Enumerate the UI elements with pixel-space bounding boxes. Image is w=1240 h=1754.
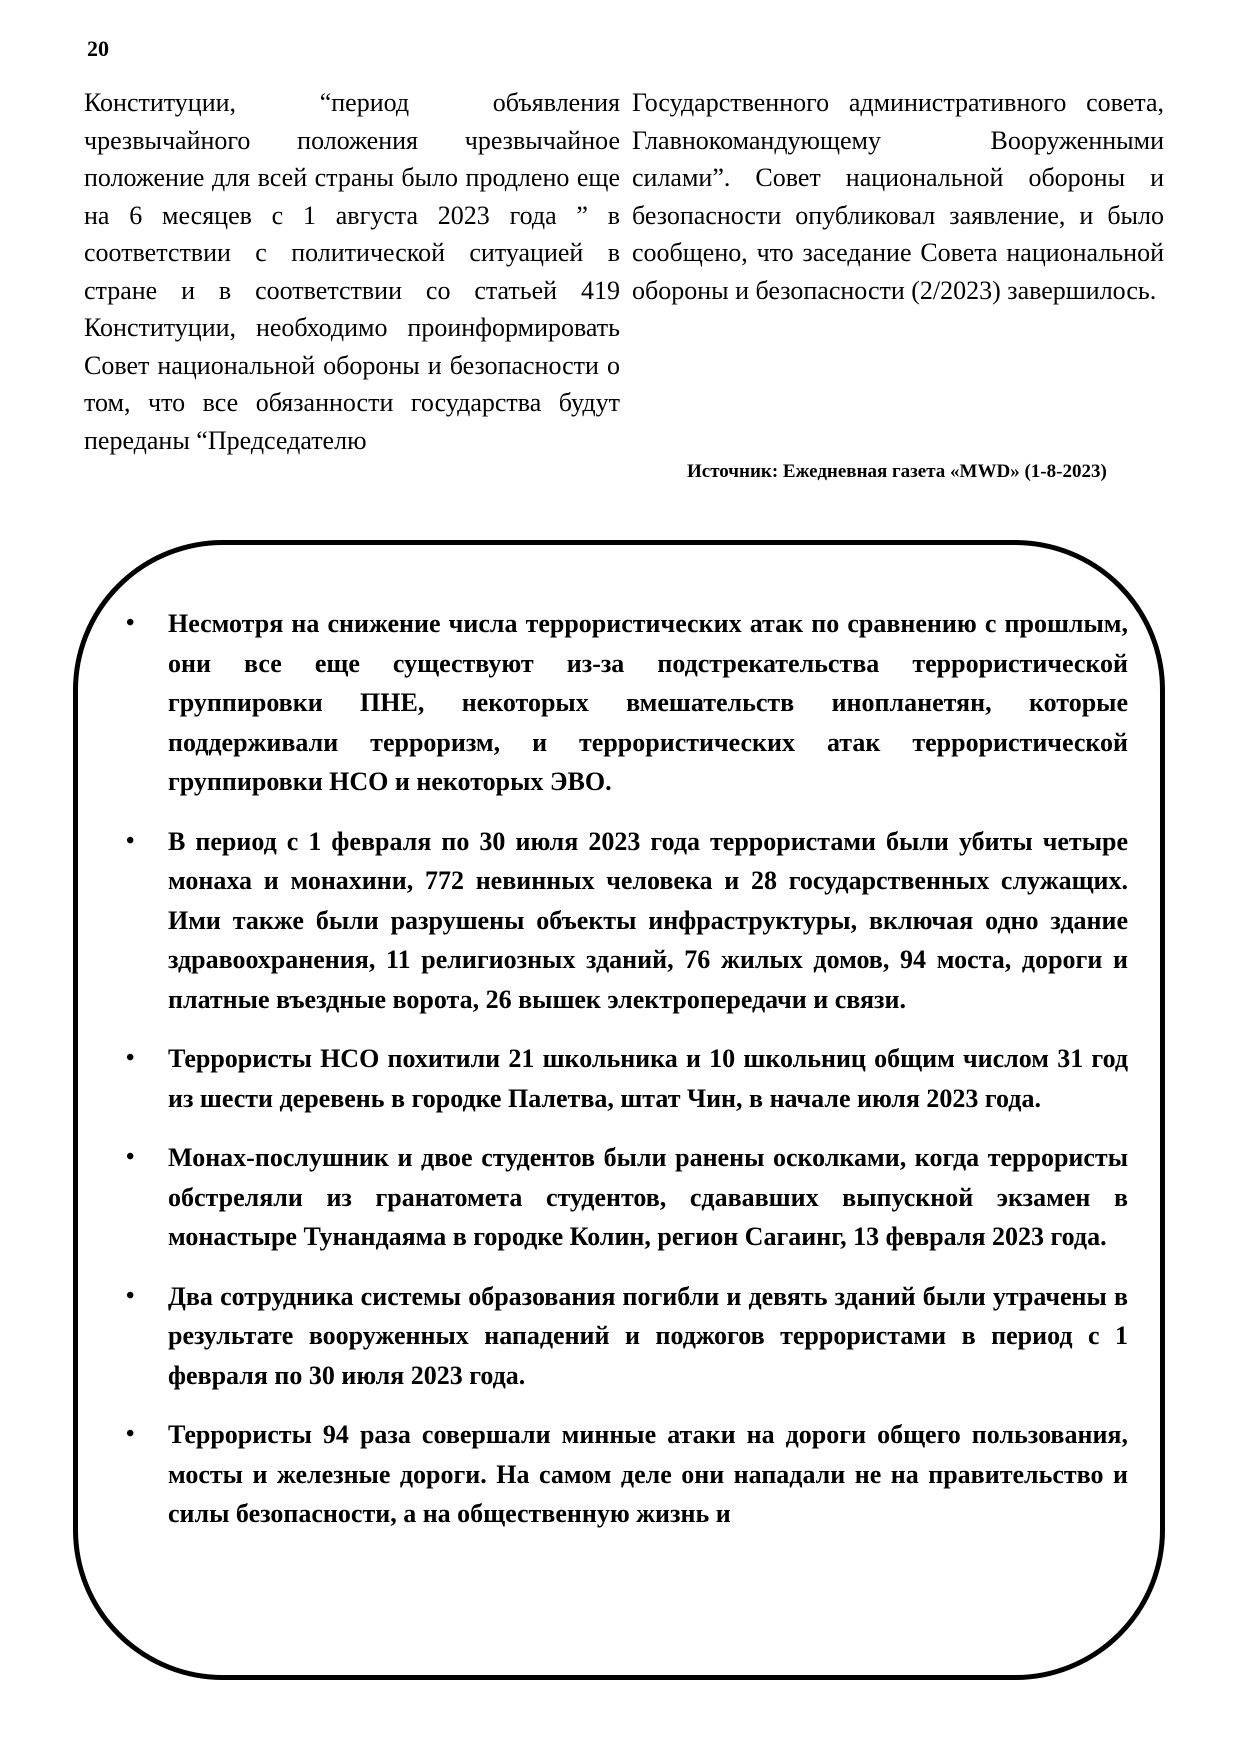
bullet-dot-icon: • xyxy=(126,827,135,854)
bullet-text: В период с 1 февраля по 30 июля 2023 года террористами были убиты четыре монаха и монахини, 772 невинных человека и 28 государственных служащих. Ими также были разрушены объекты инфраструктуры, включая одно здание здравоохранения, 11 религиозных зданий, 76 жилых домов, 94 моста, дороги и платные въездные ворота, 26 вышек электропередачи и связи. xyxy=(168,826,1128,1014)
bullet-text: Террористы НСО похитили 21 школьника и 10 школьниц общим числом 31 год из шести деревень в городке Палетва, штат Чин, в начале июля 2023 года. xyxy=(168,1044,1128,1113)
bullet-text: Два сотрудника системы образования погибли и девять зданий были утрачены в результате вооруженных нападений и поджогов террористами в период с 1 февраля по 30 июля 2023 года. xyxy=(168,1281,1128,1390)
source-citation: Источник: Ежедневная газета «MWD» (1-8-2023) xyxy=(687,461,1107,482)
bullet-list xyxy=(78,604,1160,1554)
bullet-item-6 xyxy=(126,1415,1128,1534)
bullet-text: Террористы 94 раза совершали минные атаки на дороги общего пользования, мосты и железные дороги. На самом деле они нападали не на правительство и силы безопасности, а на общественную жизнь и xyxy=(168,1420,1128,1528)
bullet-dot-icon: • xyxy=(126,1045,135,1071)
left-column-text: Конституции, “период объявления чрезвычайного положения чрезвычайное положение для всей страны было продлено еще на 6 месяцев с 1 августа 2023 года ” в соответствии с политической ситуацией в стране и в соответствии со статьей 419 Конституции, необходимо проинформировать Совет национальной обороны и безопасности о том, что все обязанности государства будут переданы “Председателю xyxy=(84,88,620,455)
bullet-dot-icon: • xyxy=(126,1421,135,1447)
bullet-item-3 xyxy=(126,1039,1128,1118)
bullet-dot-icon: • xyxy=(126,1282,135,1309)
page-number: 20 xyxy=(87,36,109,61)
bullet-item-1 xyxy=(126,604,1128,802)
bullet-dot-icon: • xyxy=(126,1144,135,1170)
bullet-text: Несмотря на снижение числа террористических атак по сравнению с прошлым, они все еще существуют из-за подстрекательства террористической группировки ПНЕ, некоторых вмешательств инопланетян, которые поддерживали терроризм, и террористических атак террористической группировки НСО и некоторых ЭВО. xyxy=(168,609,1128,796)
bullet-item-4 xyxy=(126,1138,1128,1257)
bullet-dot-icon: • xyxy=(126,610,135,636)
highlight-box xyxy=(73,540,1165,1680)
right-column-text: Государственного административного совета, Главнокомандующему Вооруженными силами”. Совет национальной обороны и безопасности опубликовал заявление, и было сообщено, что заседание Совета национальной обороны и безопасности (2/2023) завершилось. xyxy=(632,88,1164,305)
bullet-text: Монах-послушник и двое студентов были ранены осколками, когда террористы обстреляли из гранатомета студентов, сдававших выпускной экзамен в монастыре Тунандаяма в городке Колин, регион Сагаинг, 13 февраля 2023 года. xyxy=(168,1143,1128,1251)
bullet-item-5 xyxy=(126,1277,1128,1396)
bullet-item-2 xyxy=(126,822,1128,1020)
